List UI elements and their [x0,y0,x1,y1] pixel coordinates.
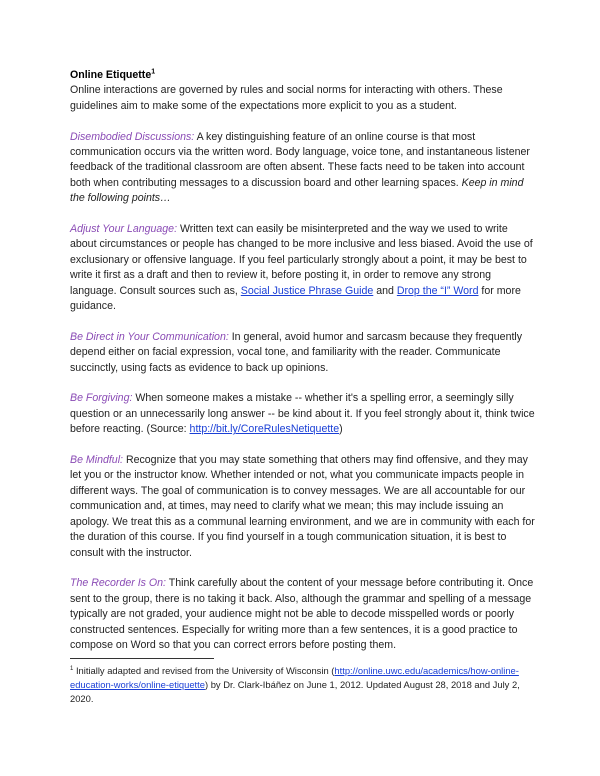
section-disembodied-discussions [70,130,536,207]
section-heading: Be Direct in Your Communication: [70,330,229,343]
section-recorder-is-on [70,576,536,653]
section-body: Recognize that you may state something that others may find offensive, and they may let you or the instructor know. Whether intended or not, what you communicate impacts people in different ways. The goal of communication is to convey messages. We are all accountable for our communication and, at times, may need to clarify what we mean; this may include issuing an apology. We treat this as a communal learning environment, and we are in community with each for the duration of this course. If you find yourself in a tough communication situation, it is best to consult with the instructor. [70,454,535,559]
footnote: $^1$ Initially adapted and revised from the University of Wisconsin (http://online.uwc.edu/academics/how-online-education-works/online-etiquette) by Dr. Clark-Ibáñez on June 1, 2012. Updated August 28, 2018 and July 2, 2020. [70,665,520,704]
section-heading: Disembodied Discussions: [70,130,195,143]
intro-paragraph: Online interactions are governed by rules and social norms for interacting with others. These guidelines aim to make some of the expectations more explicit to you as a student. [70,84,503,112]
uwc-etiquette-link[interactable]: http://online.uwc.edu/academics/how-online-education-works/online-etiquette [70,665,519,690]
section-heading: Be Forgiving: [70,392,133,405]
section-body: Think carefully about the content of your message before contributing it. Once sent to the group, there is no taking it back. Also, although the grammar and spelling of a message typically are not graded, your audience might not be able to decode misspelled words or poorly constructed sentences. Especially for writing more than a few sentences, it is a good practice to compose on Word so that you can correct errors before posting them. [70,577,534,651]
section-emphasis: Keep in mind the following points… [70,176,524,205]
section-be-direct [70,330,536,376]
section-heading: Be Mindful: [70,454,123,467]
section-be-forgiving: Be Forgiving: When someone makes a mistake -- whether it's a spelling error, a seemingly silly question or an unnecessarily long answer -- be kind about it. If you feel strongly about it, think twice before reacting. (Source: http://bit.ly/CoreRulesNetiquette) [70,392,535,436]
section-body: In general, avoid humor and sarcasm because they frequently depend either on facial expression, vocal tone, and familiarity with the reader. Communicate succinctly, using facts as evidence to back up opinions. [70,330,523,374]
page-title: Online Etiquette$^1$ [70,68,156,81]
section-body: Written text can easily be misinterpreted and the way we used to write about circumstances or people has changed to be more inclusive and less biased. Avoid the use of exclusionary or offensive language. If you feel particularly strongly about a point, it may be best to write it first as a draft and then to review it, before posting it, in order to remove any strong language. Consult sources such as, [70,223,533,297]
section-be-mindful [70,453,536,561]
footnote-reference[interactable]: 1 [151,68,156,76]
section-adjust-your-language: Adjust Your Language: Written text can easily be misinterpreted and the way we used to write about circumstances or people has changed to be more inclusive and less biased. Avoid the use of exclusionary or offensive language. If you feel particularly strongly about a point, it may be best to write it first as a draft and then to review it, before posting it, in order to remove any strong language. Consult sources such as, Social Justice Phrase Guide and Drop the “I” Word for more guidance. [70,223,533,313]
footnote-mark: 1 [70,665,74,672]
section-heading: The Recorder Is On: [70,577,166,590]
section-body: A key distinguishing feature of an online course is that most communication occurs via the written word. Body language, voice tone, and instantaneous listener feedback of the traditional classroom are often absent. These facts need to be taken into account both when contributing messages to a discussion board and other learning spaces. [70,130,530,189]
section-body: When someone makes a mistake -- whether it's a spelling error, a seemingly silly question or an unnecessarily long answer -- be kind about it. If you feel strongly about it, think twice before reacting. (Source: [70,392,535,436]
drop-the-i-word-link[interactable]: Drop the “I” Word [396,284,479,297]
section-heading: Adjust Your Language: [70,223,178,236]
document-body [70,68,536,653]
core-rules-netiquette-link[interactable]: http://bit.ly/CoreRulesNetiquette [189,423,340,436]
social-justice-phrase-guide-link[interactable]: Social Justice Phrase Guide [240,284,374,297]
footnote-divider [70,658,214,659]
